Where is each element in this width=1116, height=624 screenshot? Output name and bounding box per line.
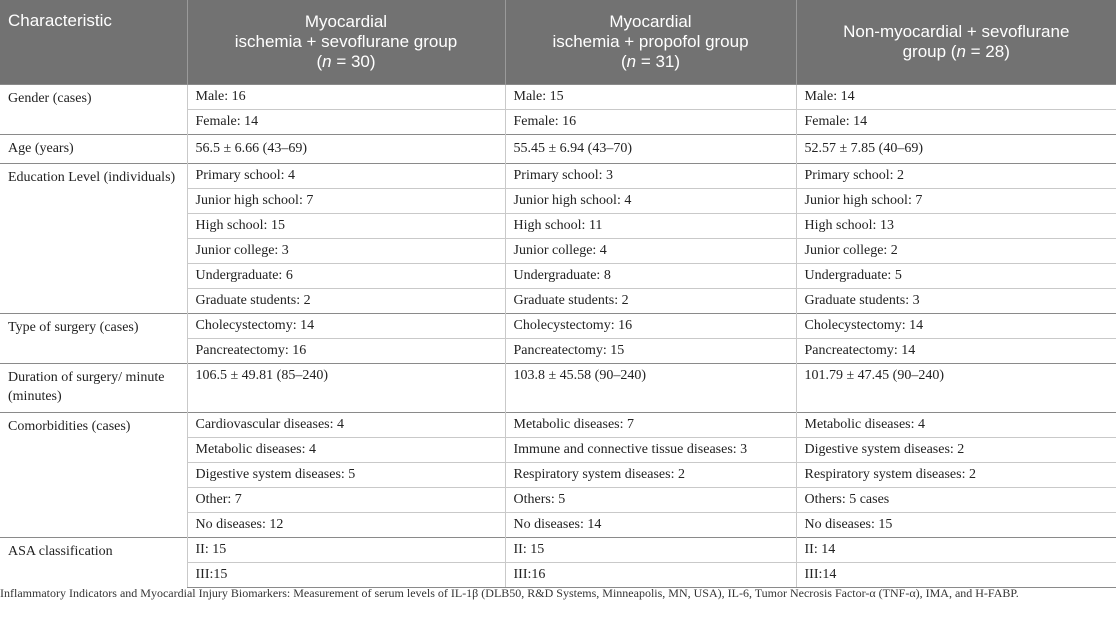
table-cell: II: 14 [796,538,1116,563]
header-row [0,0,1116,85]
table-cell: Primary school: 4 [187,164,505,189]
table-cell: Cholecystectomy: 16 [505,314,796,339]
table-cell: Undergraduate: 5 [796,264,1116,289]
sample-size-symbol: n [626,52,637,71]
table-cell: Undergraduate: 6 [187,264,505,289]
table-row [0,538,1116,563]
table-cell: Others: 5 cases [796,488,1116,513]
table-cell: Male: 16 [187,85,505,110]
table-row [0,364,1116,413]
header-sevoflurane-line2: ischemia + sevoflurane group [234,32,458,51]
table-row [0,413,1116,438]
table-cell: Cholecystectomy: 14 [187,314,505,339]
table-cell: Cardiovascular diseases: 4 [187,413,505,438]
table-row [0,314,1116,339]
table-cell: Immune and connective tissue diseases: 3 [505,438,796,463]
table-cell: Cholecystectomy: 14 [796,314,1116,339]
table-cell: Pancreatectomy: 14 [796,339,1116,364]
row-label-age: Age (years) [0,135,187,164]
table-cell: Junior college: 4 [505,239,796,264]
table-cell: Primary school: 3 [505,164,796,189]
table-header [0,0,1116,85]
header-sevoflurane-line1: Myocardial [304,12,388,31]
table-cell: Digestive system diseases: 5 [187,463,505,488]
row-label-asa: ASA classification [0,538,187,588]
table-cell: 103.8 ± 45.58 (90–240) [505,364,796,413]
header-propofol-n: (n = 31) [620,52,681,71]
table-cell: Female: 14 [796,110,1116,135]
table-cell: 56.5 ± 6.66 (43–69) [187,135,505,164]
table-cell: Female: 14 [187,110,505,135]
table-cell: Metabolic diseases: 4 [796,413,1116,438]
table-cell: No diseases: 15 [796,513,1116,538]
table-cell: Respiratory system diseases: 2 [796,463,1116,488]
table-cell: Primary school: 2 [796,164,1116,189]
table-cell: Female: 16 [505,110,796,135]
table-cell: 106.5 ± 49.81 (85–240) [187,364,505,413]
table-cell: Others: 5 [505,488,796,513]
table-cell: Junior high school: 7 [187,189,505,214]
table-body [0,85,1116,588]
table-cell: No diseases: 12 [187,513,505,538]
table-cell: No diseases: 14 [505,513,796,538]
table-cell: III:15 [187,563,505,588]
header-propofol-line1: Myocardial [609,12,692,31]
table-row [0,85,1116,110]
table-cell: High school: 15 [187,214,505,239]
header-characteristic: Characteristic [0,0,187,85]
table-cell: Graduate students: 3 [796,289,1116,314]
table-cell: II: 15 [187,538,505,563]
table-cell: Metabolic diseases: 7 [505,413,796,438]
table-footnote: Inflammatory Indicators and Myocardial Injury Biomarkers: Measurement of serum levels of IL-1β (DLB50, R&D Systems, Minneapolis, MN, USA), IL-6, Tumor Necrosis Factor-α (TNF-α), IMA, and H-FABP. [0,586,1019,600]
header-propofol-line2: ischemia + propofol group [552,32,749,51]
table-cell: Male: 15 [505,85,796,110]
table-row [0,135,1116,164]
table-cell: High school: 13 [796,214,1116,239]
table-cell: Respiratory system diseases: 2 [505,463,796,488]
table-cell: III:16 [505,563,796,588]
table-cell: Graduate students: 2 [505,289,796,314]
table-cell: II: 15 [505,538,796,563]
table-cell: Junior high school: 4 [505,189,796,214]
row-label-education: Education Level (individuals) [0,164,187,314]
table-cell: 101.79 ± 47.45 (90–240) [796,364,1116,413]
table-cell: Graduate students: 2 [187,289,505,314]
table-cell: Junior college: 3 [187,239,505,264]
table-cell: Pancreatectomy: 16 [187,339,505,364]
row-label-comorbidities: Comorbidities (cases) [0,413,187,538]
table-cell: III:14 [796,563,1116,588]
header-sevoflurane-n: (n = 30) [316,52,376,71]
table-cell: High school: 11 [505,214,796,239]
table-cell: 55.45 ± 6.94 (43–70) [505,135,796,164]
table-cell: Junior high school: 7 [796,189,1116,214]
table-cell: Undergraduate: 8 [505,264,796,289]
header-non-myocardial-line1: Non-myocardial + sevoflurane [843,22,1070,41]
sample-size-symbol: n [322,52,332,71]
table-cell: Junior college: 2 [796,239,1116,264]
row-label-duration: Duration of surgery/ minute (minutes) [0,364,187,413]
table-cell: Male: 14 [796,85,1116,110]
sample-size-symbol: n [956,42,966,61]
row-label-surgery-type: Type of surgery (cases) [0,314,187,364]
table-cell: Metabolic diseases: 4 [187,438,505,463]
table-row [0,164,1116,189]
table-cell: Digestive system diseases: 2 [796,438,1116,463]
header-non-myocardial-line2: group (n = 28) [902,42,1010,61]
table-cell: Other: 7 [187,488,505,513]
row-label-gender: Gender (cases) [0,85,187,135]
header-sevoflurane-group [187,0,505,85]
table-cell: Pancreatectomy: 15 [505,339,796,364]
header-non-myocardial-group [796,0,1116,85]
table-cell: 52.57 ± 7.85 (40–69) [796,135,1116,164]
header-propofol-group [505,0,796,85]
